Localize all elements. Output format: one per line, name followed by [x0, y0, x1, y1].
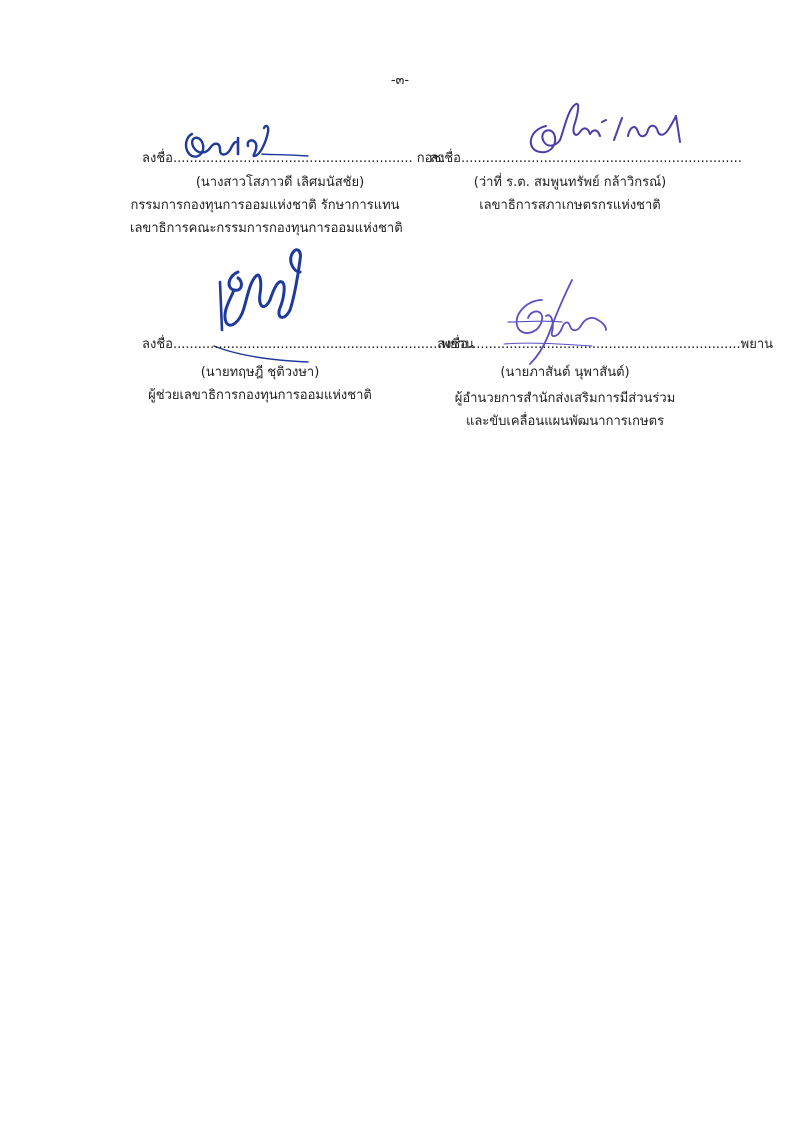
sign-line: ลงชื่อ.................................................................... — [430, 151, 742, 166]
signatory-name: (นางสาวโสภาวดี เลิศมนัสชัย) — [195, 175, 365, 190]
signatory-position-line: กรรมการกองทุนการออมแห่งชาติ รักษาการแทน — [130, 198, 400, 213]
sign-line: ลงชื่อ.......................................................... กอช. — [142, 151, 446, 166]
handwritten-signature-4 — [502, 276, 614, 368]
signatory-name: (นายทฤษฎี ชุติวงษา) — [200, 365, 320, 380]
signatory-position-line: ผู้อำนวยการสำนักส่งเสริมการมีส่วนร่วม — [454, 391, 676, 406]
signatory-name: (นายภาสันต์ นุพาสันต์) — [500, 365, 630, 380]
signatory-position-line: และขับเคลื่อนแผนพัฒนาการเกษตร — [465, 414, 665, 429]
signatory-position-line: ผู้ช่วยเลขาธิการกองทุนการออมแห่งชาติ — [148, 388, 372, 403]
signatory-position-line: เลขาธิการคณะกรรมการกองทุนการออมแห่งชาติ — [130, 221, 403, 236]
sign-line: ลงชื่อ..................................................................พยาน — [437, 337, 774, 352]
signatory-name: (ว่าที่ ร.ต. สมพูนทรัพย์ กล้าวิกรณ์) — [473, 175, 667, 190]
page-number: -๓- — [390, 73, 410, 88]
sign-line: ลงชื่อ.................................................................พยาน — [142, 337, 474, 352]
signatory-position-line: เลขาธิการสภาเกษตรกรแห่งชาติ — [479, 198, 661, 213]
